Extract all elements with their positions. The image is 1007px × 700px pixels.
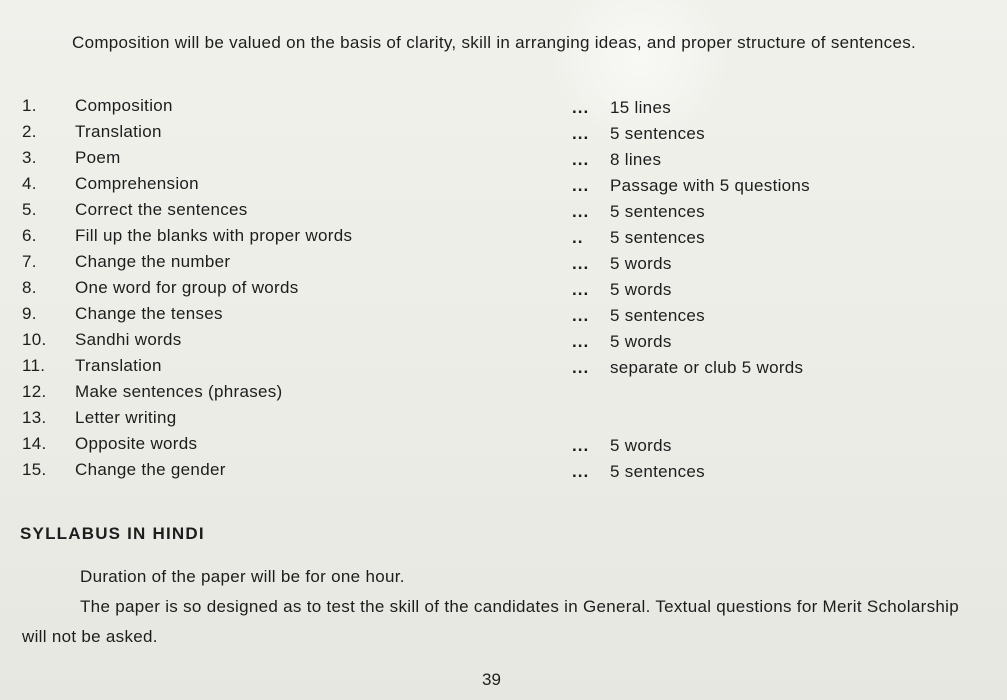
item-label: Translation	[75, 122, 162, 141]
item-number: 9.	[22, 304, 37, 323]
list-item	[0, 252, 1007, 278]
item-label: One word for group of words	[75, 278, 299, 297]
item-label: Composition	[75, 96, 173, 115]
list-item	[0, 330, 1007, 356]
leader-dots: ...	[572, 254, 590, 273]
item-label: Poem	[75, 148, 121, 167]
item-value: 5 words	[610, 332, 672, 351]
leader-dots: ...	[572, 358, 590, 377]
item-number: 15.	[22, 460, 47, 479]
item-number: 8.	[22, 278, 37, 297]
item-value: 5 sentences	[610, 228, 705, 247]
item-number: 3.	[22, 148, 37, 167]
item-value: 5 sentences	[610, 202, 705, 221]
item-label: Comprehension	[75, 174, 199, 193]
section-heading: SYLLABUS IN HINDI	[20, 524, 205, 543]
leader-dots: ...	[572, 124, 590, 143]
leader-dots: ...	[572, 436, 590, 455]
list-item	[0, 356, 1007, 382]
item-number: 1.	[22, 96, 37, 115]
leader-dots: ...	[572, 150, 590, 169]
intro-paragraph: Composition will be valued on the basis of clarity, skill in arranging ideas, and proper structure of sentences.	[72, 33, 917, 52]
leader-dots: ..	[572, 228, 584, 247]
item-value: 15 lines	[610, 98, 671, 117]
item-number: 4.	[22, 174, 37, 193]
design-paragraph: The paper is so designed as to test the skill of the candidates in General. Textual questions for Merit Scholarship will not be asked.	[22, 597, 959, 646]
list-item	[0, 226, 1007, 252]
list-item	[0, 200, 1007, 226]
duration-paragraph: Duration of the paper will be for one hour.	[80, 567, 405, 586]
leader-dots: ...	[572, 98, 590, 117]
item-value: 5 sentences	[610, 306, 705, 325]
item-label: Opposite words	[75, 434, 198, 453]
page-number: 39	[482, 670, 501, 689]
list-item	[0, 148, 1007, 174]
list-item	[0, 174, 1007, 200]
item-label: Change the tenses	[75, 304, 223, 323]
item-label: Letter writing	[75, 408, 177, 427]
item-label: Fill up the blanks with proper words	[75, 226, 353, 245]
item-value: 5 words	[610, 436, 672, 455]
item-label: Sandhi words	[75, 330, 182, 349]
item-number: 5.	[22, 200, 37, 219]
list-item	[0, 278, 1007, 304]
item-number: 11.	[22, 356, 46, 375]
item-value: 5 sentences	[610, 124, 705, 143]
item-label: Correct the sentences	[75, 200, 248, 219]
item-number: 7.	[22, 252, 37, 271]
item-value: separate or club 5 words	[610, 358, 804, 377]
list-item	[0, 122, 1007, 148]
item-number: 14.	[22, 434, 47, 453]
leader-dots: ...	[572, 462, 590, 481]
item-label: Translation	[75, 356, 162, 375]
leader-dots: ...	[572, 202, 590, 221]
item-label: Change the gender	[75, 460, 226, 479]
item-number: 6.	[22, 226, 37, 245]
item-number: 12.	[22, 382, 47, 401]
leader-dots: ...	[572, 280, 590, 299]
item-label: Make sentences (phrases)	[75, 382, 283, 401]
item-number: 13.	[22, 408, 47, 427]
leader-dots: ...	[572, 306, 590, 325]
list-item	[0, 382, 1007, 408]
item-value: 5 words	[610, 280, 672, 299]
list-item	[0, 460, 1007, 486]
item-value: 5 words	[610, 254, 672, 273]
leader-dots: ...	[572, 176, 590, 195]
item-number: 10.	[22, 330, 47, 349]
list-item	[0, 304, 1007, 330]
list-item	[0, 96, 1007, 122]
syllabus-list	[0, 96, 1007, 486]
item-number: 2.	[22, 122, 37, 141]
leader-dots: ...	[572, 332, 590, 351]
item-value: 8 lines	[610, 150, 662, 169]
item-value: 5 sentences	[610, 462, 705, 481]
item-value: Passage with 5 questions	[610, 176, 810, 195]
list-item	[0, 434, 1007, 460]
list-item	[0, 408, 1007, 434]
item-label: Change the number	[75, 252, 231, 271]
